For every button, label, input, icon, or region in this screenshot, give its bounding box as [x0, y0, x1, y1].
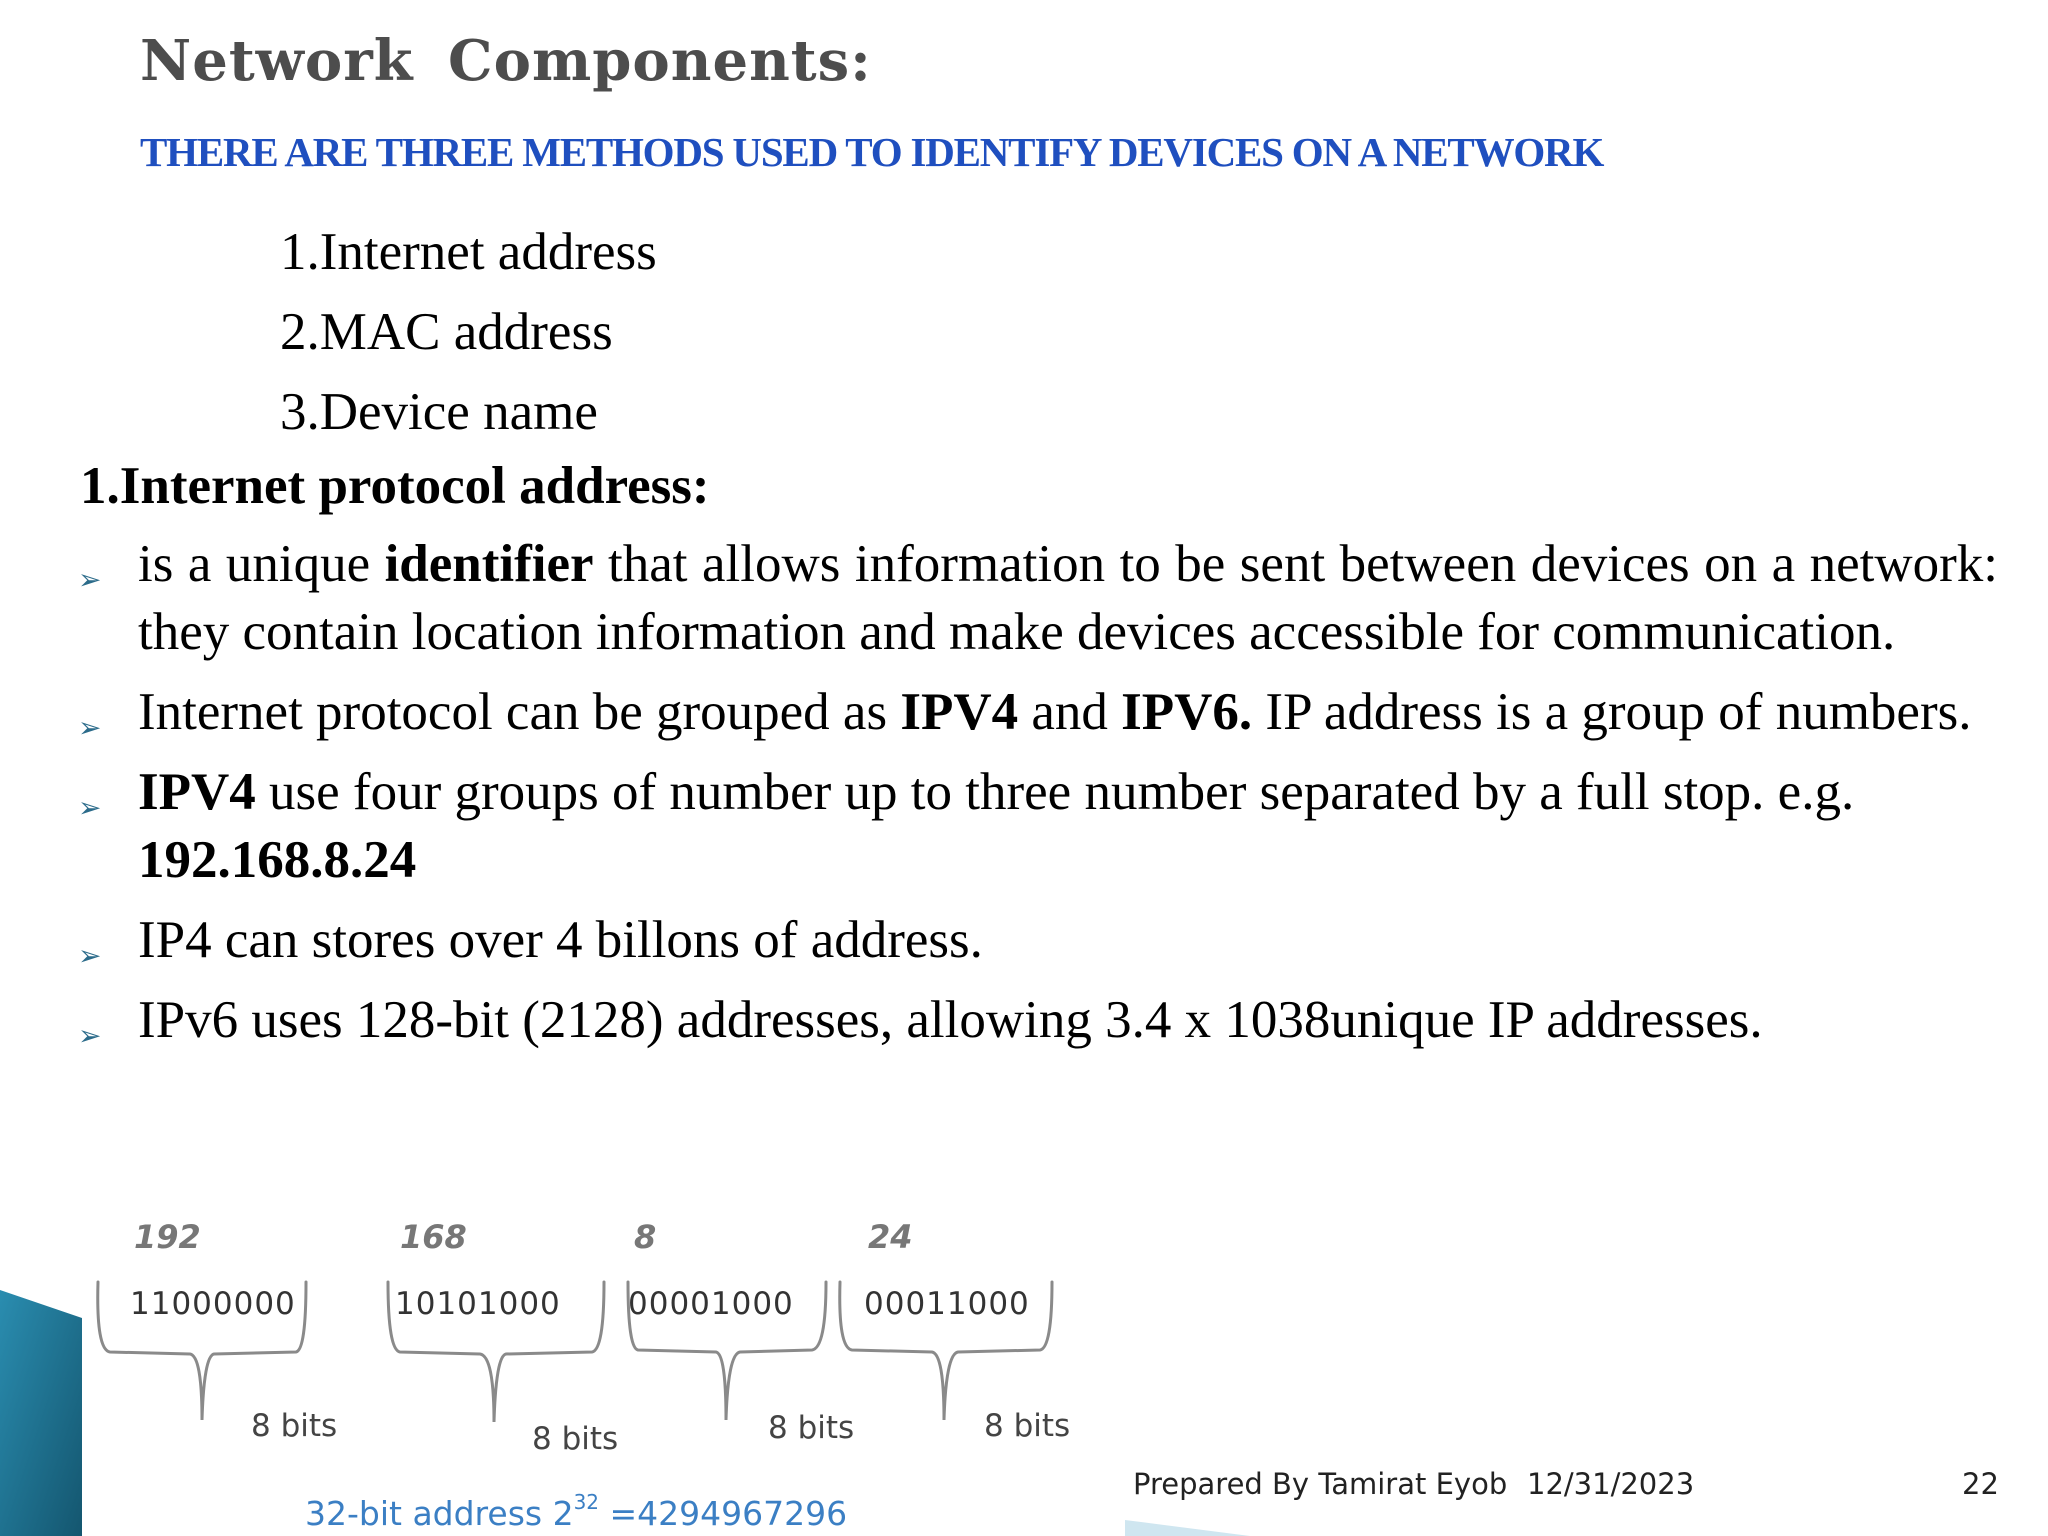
- bits-label: 8 bits: [984, 1408, 1071, 1444]
- octet-binary: 11000000: [130, 1286, 296, 1322]
- octet-braces: [0, 1270, 1100, 1440]
- octet-binary: 00001000: [628, 1286, 794, 1322]
- bits-label: 8 bits: [532, 1421, 619, 1457]
- arrowhead-bullet-icon: ➢: [78, 1019, 102, 1052]
- method-item: 2.MAC address: [280, 303, 613, 361]
- slide-number: 22: [1962, 1467, 1999, 1501]
- arrowhead-bullet-icon: ➢: [78, 563, 102, 596]
- footer-date: 12/31/2023: [1527, 1467, 1695, 1501]
- section-heading: 1.Internet protocol address:: [80, 457, 710, 515]
- bits-label: 8 bits: [768, 1410, 855, 1446]
- bullet-item: ➢ IPV4 use four groups of number up to three number separated by a full stop. e.g. 192.168.8.24: [78, 763, 1855, 889]
- octet-decimal: 24: [868, 1218, 913, 1256]
- address-caption: 32-bit address $2^{32} =4294967296$: [305, 1490, 848, 1533]
- footer-author: Prepared By Tamirat Eyob: [1133, 1467, 1508, 1501]
- octet-brace: [628, 1282, 826, 1420]
- octet-binary: 10101000: [395, 1286, 561, 1322]
- bullet-item: ➢ IPv6 uses 128-bit (2128) addresses, allowing 3.4 x 1038unique IP addresses.: [78, 986, 1998, 1054]
- methods-list: [280, 212, 657, 452]
- arrowhead-bullet-icon: ➢: [78, 791, 102, 824]
- octet-brace: [840, 1282, 1052, 1420]
- slide-subtitle: THERE ARE THREE METHODS USED TO IDENTIFY DEVICES ON A NETWORK: [140, 129, 1604, 175]
- bits-label: 8 bits: [251, 1408, 338, 1444]
- octet-brace: [388, 1282, 604, 1422]
- bullet-item: ➢ is a unique identifier that allows information to be sent between devices on a network: they contain location information and make devices accessible for communication.: [78, 535, 1998, 661]
- octet-decimal: 8: [634, 1218, 657, 1256]
- slide-title: Network Components:: [140, 28, 872, 94]
- bullet-item: ➢ IP4 can stores over 4 billons of address.: [78, 906, 1998, 974]
- octet-decimal: 192: [134, 1218, 201, 1256]
- bullet-item: ➢ Internet protocol can be grouped as IPV4 and IPV6. IP address is a group of numbers.: [78, 678, 1998, 746]
- bullet-list: [78, 530, 1998, 1066]
- method-item: 3.Device name: [280, 383, 598, 441]
- octet-decimal: 168: [400, 1218, 467, 1256]
- method-item: 1.Internet address: [280, 223, 657, 281]
- arrowhead-bullet-icon: ➢: [78, 939, 102, 972]
- arrowhead-bullet-icon: ➢: [78, 711, 102, 744]
- octet-brace: [98, 1282, 306, 1420]
- octet-binary: 00011000: [864, 1286, 1030, 1322]
- footer-accent-shape: [1125, 1520, 1250, 1536]
